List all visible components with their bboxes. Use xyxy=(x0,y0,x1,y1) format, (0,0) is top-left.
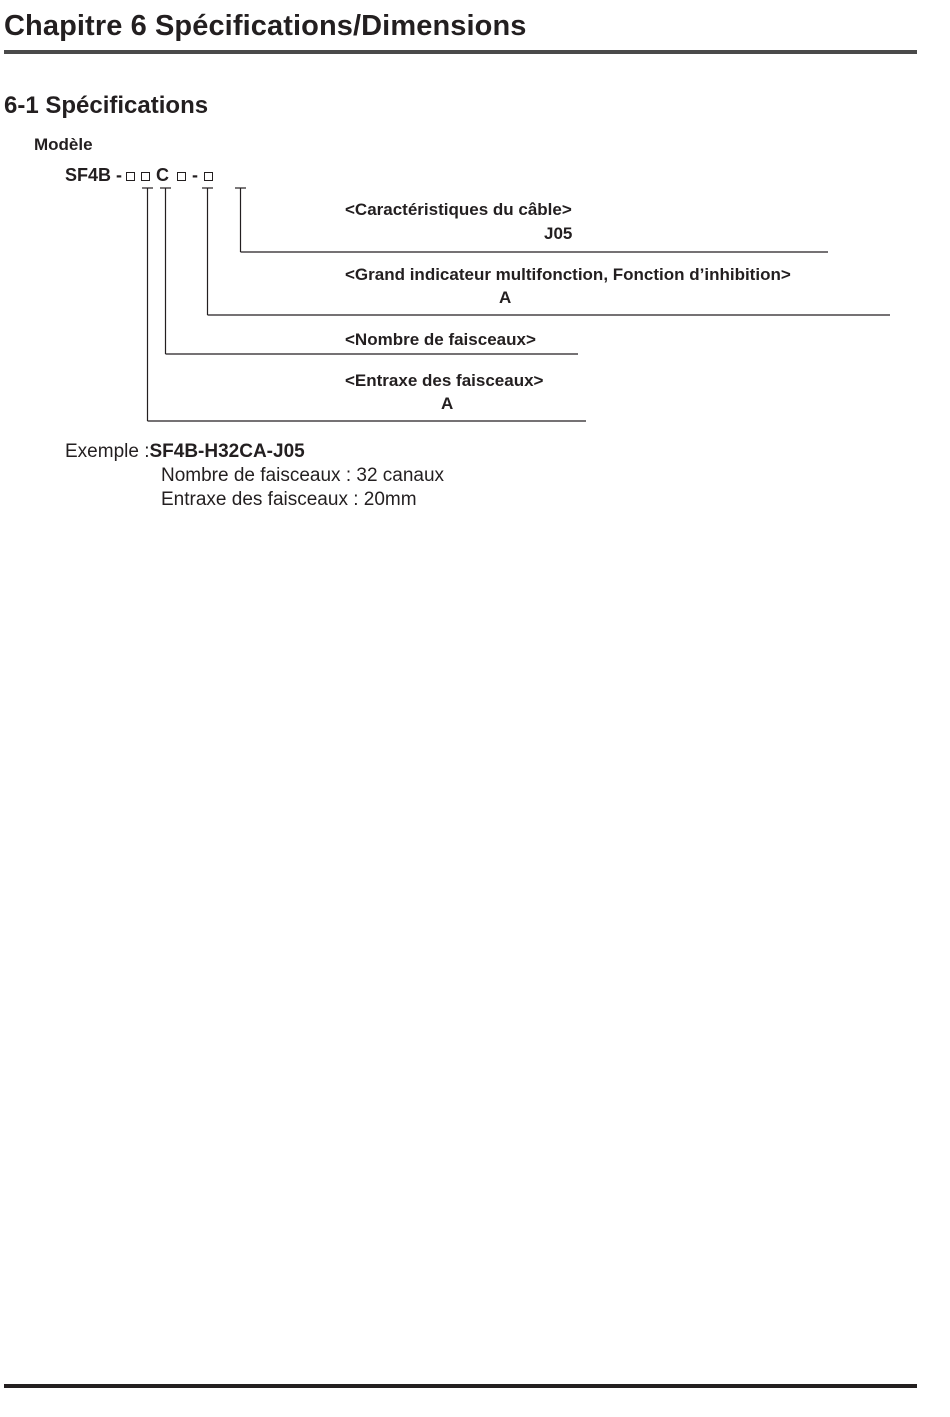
placeholder-box-3 xyxy=(177,172,186,181)
model-code-middle: C xyxy=(156,165,170,185)
model-code-prefix: SF4B - xyxy=(65,165,123,185)
example-code: SF4B-H32CA-J05 xyxy=(149,441,305,462)
placeholder-box-1 xyxy=(126,172,135,181)
example-beam-count: Nombre de faisceaux : 32 canaux xyxy=(161,465,445,486)
spec-beam-count-heading: <Nombre de faisceaux> xyxy=(345,330,536,349)
model-code xyxy=(65,165,217,186)
header-rule xyxy=(4,50,917,54)
model-code-dash: - xyxy=(192,165,199,185)
example-label: Exemple : xyxy=(65,441,150,462)
placeholder-box-2 xyxy=(141,172,150,181)
example xyxy=(65,441,305,463)
spec-indicator-value: A xyxy=(499,288,512,307)
placeholder-box-4 xyxy=(204,172,213,181)
section-title: 6-1 Spécifications xyxy=(4,92,209,119)
example-beam-pitch: Entraxe des faisceaux : 20mm xyxy=(161,489,417,510)
spec-cable-value: J05 xyxy=(544,224,573,243)
spec-cable-heading: <Caractéristiques du câble> xyxy=(345,200,572,219)
spec-beam-pitch-heading: <Entraxe des faisceaux> xyxy=(345,371,544,390)
spec-beam-pitch-value: A xyxy=(441,394,454,413)
footer-rule xyxy=(4,1384,917,1388)
model-label: Modèle xyxy=(34,135,93,154)
spec-indicator-heading: <Grand indicateur multifonction, Fonction d’inhibition> xyxy=(345,265,791,284)
chapter-title: Chapitre 6 Spécifications/Dimensions xyxy=(4,10,527,42)
